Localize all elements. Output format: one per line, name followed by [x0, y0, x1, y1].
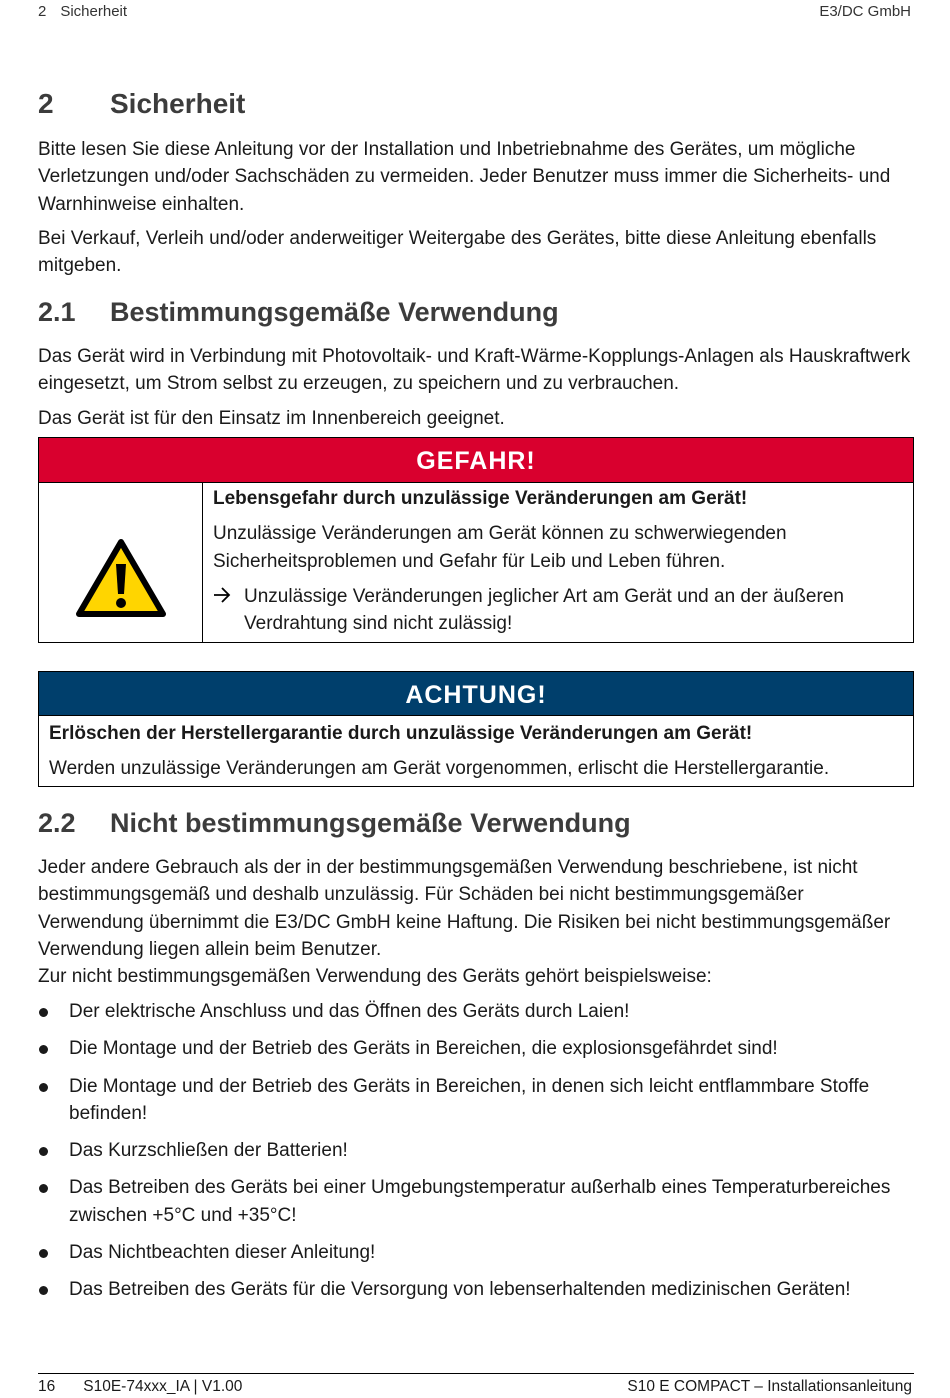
section2-paragraph-2: Bei Verkauf, Verleih und/oder anderweitiger Weitergabe des Gerätes, bitte diese Anleitung ebenfalls mitgeben.	[38, 228, 877, 277]
danger-instruction	[213, 583, 903, 638]
list-item: Die Montage und der Betrieb des Geräts in Bereichen, in denen sich leicht entflammbare Stoffe befinden!	[38, 1073, 914, 1128]
header-chapter-number: 2	[38, 3, 47, 20]
section-heading-2	[38, 88, 245, 120]
danger-icon-cell	[39, 483, 203, 642]
section-title: Sicherheit	[110, 88, 246, 119]
attention-description: Werden unzulässige Veränderungen am Gerät vorgenommen, erlischt die Herstellergarantie.	[49, 758, 830, 780]
section-heading-2-1	[38, 297, 559, 328]
footer-divider	[38, 1373, 914, 1374]
danger-title: Lebensgefahr durch unzulässige Veränderungen am Gerät!	[213, 488, 748, 509]
danger-text	[213, 485, 903, 637]
section-number: 2.1	[38, 297, 76, 327]
attention-text	[39, 716, 913, 783]
danger-description: Unzulässige Veränderungen am Gerät können zu schwerwiegenden Sicherheitsproblemen und Gefahr für Leib und Leben führen.	[213, 523, 787, 572]
list-item: Das Nichtbeachten dieser Anleitung!	[38, 1239, 914, 1266]
header-chapter-title: Sicherheit	[60, 3, 128, 20]
running-header-chapter	[38, 3, 127, 20]
danger-instruction-text: Unzulässige Veränderungen jeglicher Art am Gerät und an der äußeren Verdrahtung sind nicht zulässig!	[244, 585, 844, 635]
section-title: Bestimmungsgemäße Verwendung	[110, 297, 559, 327]
section2-2-paragraph-1: Jeder andere Gebrauch als der in der bestimmungsgemäßen Verwendung beschriebene, ist nicht bestimmungsgemäß und deshalb unzulässig. Für Schäden bei nicht bestimmungsgemäßer Verwendung übernimmt die E3/DC GmbH keine Haftung. Die Risiken bei nicht bestimmungsgemäßer Verwendung liegen allein beim Benutzer.	[38, 857, 891, 960]
section-heading-2-2	[38, 808, 631, 839]
section2-2-paragraph-2: Zur nicht bestimmungsgemäßen Verwendung des Geräts gehört beispielsweise:	[38, 966, 712, 987]
page-number: 16	[38, 1378, 56, 1395]
document-title: S10 E COMPACT – Installationsanleitung	[627, 1378, 912, 1395]
attention-header: ACHTUNG!	[39, 672, 913, 716]
section-title: Nicht bestimmungsgemäße Verwendung	[110, 808, 631, 838]
section2-1-paragraph-1: Das Gerät wird in Verbindung mit Photovoltaik- und Kraft-Wärme-Kopplungs-Anlagen als Hauskraftwerk eingesetzt, um Strom selbst zu erzeugen, zu speichern und zu verbrauchen.	[38, 346, 911, 395]
running-header-company: E3/DC GmbH	[819, 3, 911, 20]
arrow-right-icon	[213, 583, 231, 607]
section-number: 2.2	[38, 808, 76, 838]
list-item: Die Montage und der Betrieb des Geräts in Bereichen, die explosionsgefährdet sind!	[38, 1035, 914, 1062]
footer-left	[38, 1378, 242, 1396]
attention-title: Erlöschen der Herstellergarantie durch unzulässige Veränderungen am Gerät!	[49, 723, 753, 744]
list-item: Das Betreiben des Geräts für die Versorgung von lebenserhaltenden medizinischen Geräten!	[38, 1276, 914, 1303]
attention-warning-box	[38, 671, 914, 787]
list-item: Das Betreiben des Geräts bei einer Umgebungstemperatur außerhalb eines Temperaturbereiches zwischen +5°C und +35°C!	[38, 1174, 914, 1229]
list-item: Der elektrische Anschluss und das Öffnen des Geräts durch Laien!	[38, 998, 914, 1025]
warning-triangle-icon	[75, 538, 167, 618]
list-item: Das Kurzschließen der Batterien!	[38, 1137, 914, 1164]
danger-header: GEFAHR!	[39, 438, 913, 483]
section-number: 2	[38, 88, 54, 119]
section2-1-paragraph-2: Das Gerät ist für den Einsatz im Innenbereich geeignet.	[38, 408, 505, 429]
danger-warning-box	[38, 437, 914, 643]
document-id: S10E-74xxx_IA | V1.00	[83, 1378, 243, 1395]
misuse-bullet-list	[38, 998, 914, 1314]
section2-paragraph-1: Bitte lesen Sie diese Anleitung vor der Installation und Inbetriebnahme des Gerätes, um mögliche Verletzungen und/oder Sachschäden zu vermeiden. Jeder Benutzer muss immer die Sicherheits- und Warnhinweise einhalten.	[38, 139, 891, 215]
